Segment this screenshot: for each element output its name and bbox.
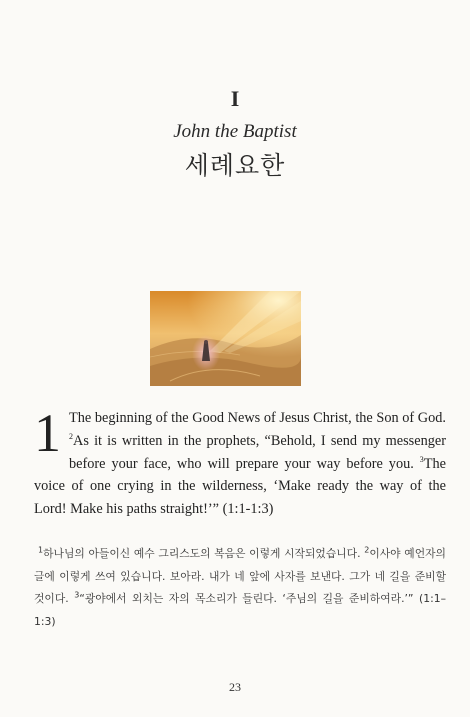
english-passage: [34, 403, 447, 521]
verse-3-text-ko: “광야에서 외치는 자의 목소리가 들린다. ‘주님의 길을 준비하여라.’”: [79, 592, 414, 606]
scripture-reference: (1:1-1:3): [222, 501, 274, 518]
drop-cap: 1: [34, 403, 61, 463]
verse-2-number-ko: 2: [364, 545, 370, 555]
chapter-number: I: [230, 86, 240, 111]
chapter-title-english: John the Baptist: [173, 121, 297, 142]
verse-1-text-ko: 하나님의 아들이신 예수 그리스도의 복음은 이렇게 시작되었습니다.: [43, 547, 361, 560]
verse-2-text: As it is written in the prophets, “Behold, I send my messenger before your face, who will prepare your way before you.: [69, 432, 446, 472]
verse-2-text-ko: 이사야 예언자의 글에 이렇게 쓰여 있습니다. 보아라. 내가 네 앞에 사자를 보낸다. 그가 네 길을 준비할 것이다.: [34, 547, 446, 606]
desert-figure-illustration: [150, 291, 301, 386]
korean-passage: [34, 543, 446, 633]
verse-3-number-ko: 3: [74, 590, 80, 600]
verse-3-text: The voice of one crying in the wilderness, ‘Make ready the way of the Lord! Make his paths straight!’”: [34, 455, 447, 518]
verse-1-number-ko: 1: [38, 545, 44, 555]
scripture-reference-ko: (1:1–1:3): [34, 592, 446, 628]
verse-2-number: 2: [69, 432, 73, 442]
chapter-title-korean: 세례요한: [184, 151, 286, 180]
verse-3-number: 3: [419, 454, 424, 464]
page-number: 23: [229, 680, 241, 694]
verse-1-text: The beginning of the Good News of Jesus Christ, the Son of God.: [69, 410, 446, 426]
